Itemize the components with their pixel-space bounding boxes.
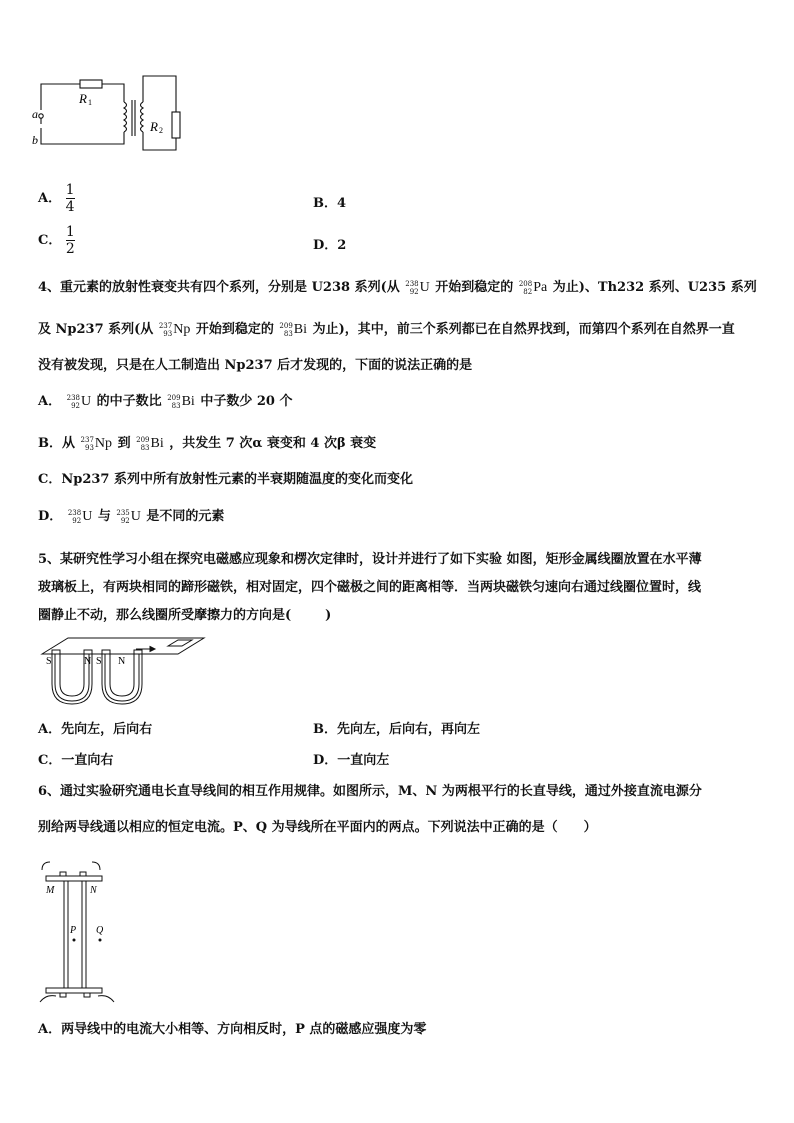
- q4-stem-line-2: 及 Np237 系列(从 237 93 Np 开始到稳定的 209 83 Bi 为止)，其中，前三个系列都已在自然界找到，而第四个系列在自然界一直: [38, 321, 735, 338]
- q5-option-a[interactable]: A．先向左，后向右: [38, 722, 153, 737]
- q6-stem-line-1: 6、通过实验研究通电长直导线间的相互作用规律。如图所示，M、N 为两根平行的长直导线，通过外接直流电源分: [38, 784, 702, 799]
- q4-option-a[interactable]: A． 238 92 U 的中子数比 209 83 Bi 中子数少 20 个: [38, 393, 293, 410]
- r2-subscript: 2: [159, 126, 163, 135]
- q5-stem-line-2: 玻璃板上，有两块相同的蹄形磁铁，相对固定，四个磁极之间的距离相等．当两块磁铁匀速向右通过线圈位置时，线: [38, 580, 702, 595]
- q5-option-b[interactable]: B．先向左，后向右，再向左: [313, 722, 480, 737]
- pole-4-label: N: [118, 656, 126, 667]
- wire-m-label: M: [46, 885, 55, 896]
- q3-option-a[interactable]: A． $\frac{1}{4}$: [38, 182, 75, 215]
- nuclide-np237: 237 93 Np: [158, 321, 191, 338]
- q5-stem-line-1: 5、某研究性学习小组在探究电磁感应现象和楞次定律时，设计并进行了如下实验 如图，矩形金属线圈放置在水平薄: [38, 552, 702, 567]
- pole-3-label: S: [96, 656, 102, 667]
- pole-1-label: S: [46, 656, 52, 667]
- q4-option-d[interactable]: D． 238 92 U 与 235 92 U 是不同的元素: [38, 508, 225, 525]
- q3-option-a-fraction: $\frac{1}{4}$: [65, 182, 75, 215]
- terminal-a-label: a: [32, 107, 38, 121]
- r1-label: R: [79, 91, 87, 106]
- point-q-label: Q: [96, 925, 104, 936]
- magnets-coil-figure: [38, 632, 206, 708]
- q4-stem-line-3: 没有被发现，只是在人工制造出 Np237 后才发现的，下面的说法正确的是: [38, 358, 473, 373]
- wire-n-label: N: [90, 885, 97, 896]
- q6-stem-line-2: 别给两导线通以相应的恒定电流。P、Q 为导线所在平面内的两点。下列说法中正确的是（ ）: [38, 820, 597, 835]
- q4-stem-line-1: 4、重元素的放射性衰变共有四个系列，分别是 U238 系列(从 238 92 U 开始到稳定的 208 82 Pa 为止)、Th232 系列、U235 系列: [38, 279, 757, 296]
- r1-subscript: 1: [88, 98, 92, 107]
- r2-label: R: [150, 119, 158, 134]
- q3-option-c-fraction: $\frac{1}{2}$: [65, 224, 75, 257]
- q3-option-b[interactable]: B．4: [313, 196, 347, 211]
- terminal-b-label: b: [32, 133, 38, 147]
- q4-option-b[interactable]: B．从 237 93 Np 到 209 83 Bi ，共发生 7 次α 衰变和 4 次β 衰变: [38, 435, 377, 452]
- point-p-label: P: [70, 925, 77, 936]
- q6-option-a[interactable]: A．两导线中的电流大小相等、方向相反时，P 点的磁感应强度为零: [38, 1022, 427, 1037]
- q5-option-c[interactable]: C．一直向右: [38, 753, 114, 768]
- pole-2-label: N: [84, 656, 92, 667]
- nuclide-pb208: 208 82 Pa: [518, 279, 548, 296]
- q4-option-c[interactable]: C．Np237 系列中所有放射性元素的半衰期随温度的变化而变化: [38, 472, 413, 487]
- q3-option-c[interactable]: C． $\frac{1}{2}$: [38, 224, 75, 257]
- parallel-wires-figure: [36, 860, 126, 1010]
- transformer-circuit-figure: [32, 72, 186, 154]
- q5-option-d[interactable]: D．一直向左: [313, 753, 390, 768]
- nuclide-bi209: 209 83 Bi: [279, 321, 308, 338]
- q5-stem-line-3: 圈静止不动，那么线圈所受摩擦力的方向是( ): [38, 608, 332, 623]
- nuclide-u238: 238 92 U: [405, 279, 430, 296]
- q3-option-d[interactable]: D．2: [313, 238, 347, 253]
